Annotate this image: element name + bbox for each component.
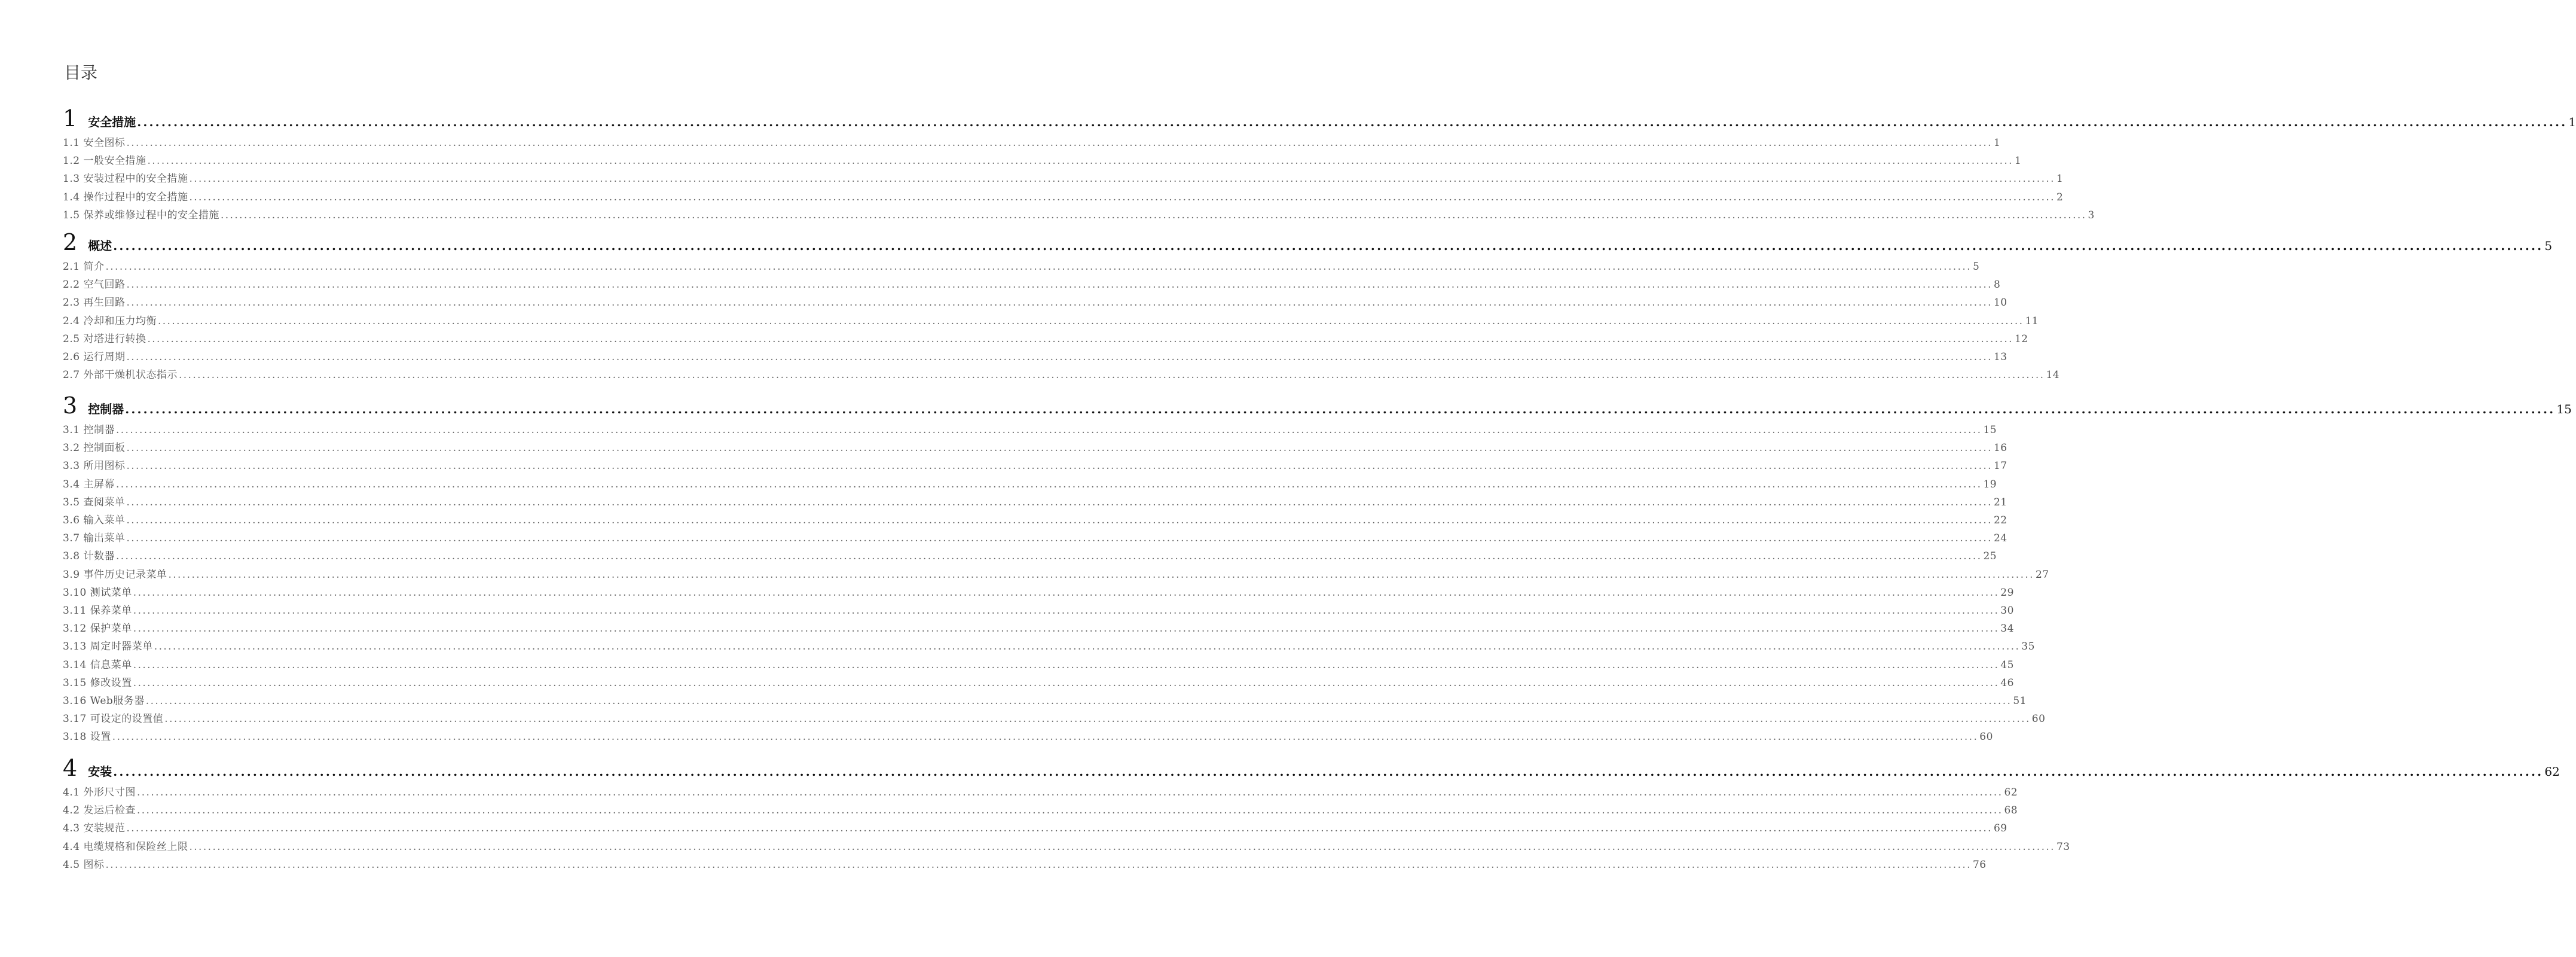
section-number: 3.8 — [63, 550, 80, 563]
section-number: 3.16 — [63, 695, 87, 707]
section-title: 主屏幕 — [83, 478, 115, 490]
dot-leader: ................................................................................................................................................................................................................................................................................................................................................................................................................ — [126, 514, 1993, 526]
section-label — [63, 566, 167, 581]
toc-section-entry[interactable] — [63, 638, 2035, 653]
section-page-number: 21 — [1993, 496, 2007, 508]
dot-leader: ................................................................................................................................................................................................................................................................................................................................................................................................................ — [112, 731, 1979, 743]
toc-section-entry[interactable] — [63, 710, 2046, 726]
section-page-number: 62 — [2004, 787, 2018, 798]
section-title: 控制面板 — [83, 442, 126, 455]
section-label — [63, 188, 188, 203]
dot-leader: ................................................................................................................................................................................................................................................................................................................................................................................................................ — [105, 858, 1972, 871]
section-label — [63, 421, 115, 436]
section-number: 3.11 — [63, 605, 87, 617]
section-label — [63, 656, 132, 671]
dot-leader: ................................................................................................................................................................................................................................................................................................................................................................................................................ — [189, 191, 2055, 203]
chapter-page-number: 5 — [2544, 239, 2553, 253]
dot-leader: ................................................................................................................................................................................................................................................................................................................................................................................................................ — [133, 586, 2000, 599]
section-page-number: 11 — [2025, 315, 2039, 327]
section-label — [63, 584, 132, 599]
toc-section-entry[interactable] — [63, 529, 2007, 545]
section-number: 4.1 — [63, 787, 80, 798]
section-title: 修改设置 — [90, 676, 132, 689]
section-title: 简介 — [83, 261, 105, 273]
section-label — [63, 710, 163, 725]
dot-leader: ................................................................................................................................................................................................................................................................................................................................................................................................................ — [147, 333, 2013, 345]
section-number: 2.4 — [63, 315, 80, 327]
dot-leader: ................................................................................................................................................................................................................................................................................................................................................................................................................ — [137, 115, 2568, 129]
section-label — [63, 547, 115, 562]
section-label — [63, 170, 188, 185]
toc-chapter-entry[interactable] — [63, 105, 2576, 132]
toc-section-entry[interactable] — [63, 784, 2018, 798]
toc-section-entry[interactable] — [63, 620, 2014, 635]
section-label — [63, 206, 219, 221]
section-title: 一般安全措施 — [83, 155, 146, 167]
section-title: 外形尺寸图 — [83, 787, 136, 798]
section-page-number: 30 — [2000, 605, 2014, 617]
toc-chapter-entry[interactable] — [63, 755, 2560, 781]
section-title: 外部干燥机状态指示 — [83, 369, 178, 382]
section-number: 3.1 — [63, 424, 80, 436]
section-page-number: 76 — [1972, 858, 1987, 871]
dot-leader: ................................................................................................................................................................................................................................................................................................................................................................................................................ — [189, 173, 2055, 185]
dot-leader: ................................................................................................................................................................................................................................................................................................................................................................................................................ — [126, 442, 1993, 455]
dot-leader: ................................................................................................................................................................................................................................................................................................................................................................................................................ — [113, 239, 2544, 253]
section-title: 对塔进行转换 — [83, 333, 146, 345]
toc-section-entry[interactable] — [63, 457, 2007, 473]
toc-section-entry[interactable] — [63, 312, 2039, 327]
section-page-number: 3 — [2088, 209, 2095, 221]
dot-leader: ................................................................................................................................................................................................................................................................................................................................................................................................................ — [126, 351, 1993, 363]
chapter-title: 安装 — [88, 764, 112, 779]
chapter-label — [63, 755, 112, 781]
chapter-label — [63, 392, 124, 419]
toc-section-entry[interactable] — [63, 476, 1997, 490]
chapter-label — [63, 105, 136, 132]
section-title: 发运后检查 — [83, 804, 136, 817]
toc-section-entry[interactable] — [63, 819, 2007, 835]
section-title: 事件历史记录菜单 — [83, 568, 167, 581]
section-page-number: 68 — [2004, 804, 2018, 817]
dot-leader: ................................................................................................................................................................................................................................................................................................................................................................................................................ — [115, 550, 1982, 563]
section-page-number: 13 — [1993, 351, 2007, 363]
section-number: 3.17 — [63, 713, 87, 726]
section-title: 安全图标 — [83, 137, 126, 149]
section-page-number: 8 — [1993, 279, 2001, 291]
section-title: 冷却和压力均衡 — [83, 315, 157, 327]
dot-leader: ................................................................................................................................................................................................................................................................................................................................................................................................................ — [126, 496, 1993, 508]
toc-section-entry[interactable] — [63, 692, 2027, 707]
toc-section-entry[interactable] — [63, 258, 1980, 273]
section-page-number: 25 — [1983, 550, 1997, 563]
section-label — [63, 330, 146, 345]
section-page-number: 73 — [2056, 840, 2070, 853]
toc-section-entry[interactable] — [63, 330, 2028, 345]
dot-leader: ................................................................................................................................................................................................................................................................................................................................................................................................................ — [126, 279, 1993, 291]
section-label — [63, 728, 111, 743]
dot-leader: ................................................................................................................................................................................................................................................................................................................................................................................................................ — [125, 402, 2556, 416]
toc-section-entry[interactable] — [63, 656, 2014, 671]
section-page-number: 46 — [2000, 676, 2014, 689]
section-label — [63, 784, 136, 798]
section-number: 3.7 — [63, 532, 80, 545]
section-label — [63, 439, 125, 454]
chapter-page-number: 62 — [2544, 764, 2560, 779]
section-page-number: 16 — [1993, 442, 2007, 455]
section-number: 3.18 — [63, 731, 87, 743]
section-title: 保护菜单 — [90, 623, 132, 635]
section-title: 周定时器菜单 — [90, 641, 153, 653]
section-number: 1.4 — [63, 191, 80, 203]
toc-section-entry[interactable] — [63, 366, 2060, 382]
section-page-number: 1 — [2014, 155, 2022, 167]
section-number: 3.6 — [63, 514, 80, 526]
section-label — [63, 801, 136, 816]
section-page-number: 35 — [2021, 641, 2035, 653]
chapter-page-number: 1 — [2568, 115, 2576, 129]
section-page-number: 60 — [1979, 731, 1993, 743]
section-page-number: 45 — [2000, 659, 2014, 671]
section-label — [63, 457, 125, 472]
toc-section-entry[interactable] — [63, 188, 2064, 203]
dot-leader: ................................................................................................................................................................................................................................................................................................................................................................................................................ — [189, 840, 2055, 853]
section-number: 3.4 — [63, 478, 80, 490]
section-number: 4.5 — [63, 858, 80, 871]
section-title: 查阅菜单 — [83, 496, 126, 508]
toc-section-entry[interactable] — [63, 801, 2018, 817]
chapter-label — [63, 229, 112, 255]
dot-leader: ................................................................................................................................................................................................................................................................................................................................................................................................................ — [133, 659, 2000, 671]
section-page-number: 14 — [2046, 369, 2060, 382]
section-number: 3.5 — [63, 496, 80, 508]
toc-section-entry[interactable] — [63, 602, 2014, 617]
section-label — [63, 819, 125, 834]
toc-section-entry[interactable] — [63, 439, 2007, 455]
section-label — [63, 276, 125, 291]
section-number: 2.3 — [63, 297, 80, 309]
dot-leader: ................................................................................................................................................................................................................................................................................................................................................................................................................ — [164, 713, 2031, 726]
section-title: 控制器 — [83, 424, 115, 436]
dot-leader: ................................................................................................................................................................................................................................................................................................................................................................................................................ — [147, 155, 2013, 167]
chapter-number: 2 — [63, 229, 78, 255]
section-label — [63, 674, 132, 689]
dot-leader: ................................................................................................................................................................................................................................................................................................................................................................................................................ — [105, 261, 1972, 273]
toc-section-entry[interactable] — [63, 348, 2007, 363]
toc-section-entry[interactable] — [63, 511, 2007, 526]
section-title: 空气回路 — [83, 279, 126, 291]
toc-heading: 目录 — [64, 63, 98, 83]
section-label — [63, 529, 125, 544]
chapter-title: 控制器 — [88, 402, 124, 416]
section-title: 再生回路 — [83, 297, 126, 309]
section-title: 安装规范 — [83, 822, 126, 835]
dot-leader: ................................................................................................................................................................................................................................................................................................................................................................................................................ — [145, 695, 2012, 707]
section-title: 输出菜单 — [83, 532, 126, 545]
section-label — [63, 366, 178, 381]
section-page-number: 17 — [1993, 460, 2007, 473]
dot-leader: ................................................................................................................................................................................................................................................................................................................................................................................................................ — [126, 460, 1993, 473]
section-page-number: 51 — [2013, 695, 2027, 707]
dot-leader: ................................................................................................................................................................................................................................................................................................................................................................................................................ — [133, 605, 2000, 617]
section-number: 3.13 — [63, 641, 87, 653]
dot-leader: ................................................................................................................................................................................................................................................................................................................................................................................................................ — [178, 369, 2045, 382]
section-number: 1.1 — [63, 137, 80, 149]
section-page-number: 5 — [1972, 261, 1980, 273]
dot-leader: ................................................................................................................................................................................................................................................................................................................................................................................................................ — [115, 424, 1982, 436]
section-number: 4.4 — [63, 840, 80, 853]
section-title: 可设定的设置值 — [90, 713, 164, 726]
section-page-number: 24 — [1993, 532, 2007, 545]
dot-leader: ................................................................................................................................................................................................................................................................................................................................................................................................................ — [220, 209, 2087, 221]
toc-section-entry[interactable] — [63, 584, 2014, 599]
section-label — [63, 511, 125, 526]
toc-section-entry[interactable] — [63, 276, 2001, 291]
dot-leader: ................................................................................................................................................................................................................................................................................................................................................................................................................ — [113, 764, 2544, 779]
section-number: 3.10 — [63, 586, 87, 599]
dot-leader: ................................................................................................................................................................................................................................................................................................................................................................................................................ — [115, 478, 1982, 490]
chapter-title: 概述 — [88, 239, 112, 253]
section-title: 保养或维修过程中的安全措施 — [83, 209, 219, 221]
section-title: 保养菜单 — [90, 605, 132, 617]
section-label — [63, 493, 125, 508]
section-page-number: 2 — [2056, 191, 2064, 203]
dot-leader: ................................................................................................................................................................................................................................................................................................................................................................................................................ — [157, 315, 2024, 327]
toc-section-entry[interactable] — [63, 294, 2007, 309]
chapter-number: 3 — [63, 392, 78, 419]
section-page-number: 19 — [1983, 478, 1997, 490]
dot-leader: ................................................................................................................................................................................................................................................................................................................................................................................................................ — [133, 623, 2000, 635]
section-title: 测试菜单 — [90, 586, 132, 599]
dot-leader: ................................................................................................................................................................................................................................................................................................................................................................................................................ — [136, 804, 2003, 817]
section-label — [63, 348, 125, 363]
section-label — [63, 258, 104, 273]
toc-chapter-entry[interactable] — [63, 392, 2572, 419]
section-label — [63, 602, 132, 617]
toc-section-entry[interactable] — [63, 838, 2070, 853]
section-number: 2.6 — [63, 351, 80, 363]
dot-leader: ................................................................................................................................................................................................................................................................................................................................................................................................................ — [154, 641, 2021, 653]
toc-section-entry[interactable] — [63, 728, 1993, 743]
section-page-number: 10 — [1993, 297, 2007, 309]
dot-leader: ................................................................................................................................................................................................................................................................................................................................................................................................................ — [126, 532, 1993, 545]
section-number: 3.9 — [63, 568, 80, 581]
section-number: 3.12 — [63, 623, 87, 635]
section-title: 安装过程中的安全措施 — [83, 173, 188, 185]
toc-section-entry[interactable] — [63, 206, 2095, 221]
section-label — [63, 838, 188, 853]
dot-leader: ................................................................................................................................................................................................................................................................................................................................................................................................................ — [126, 822, 1993, 835]
section-number: 1.5 — [63, 209, 80, 221]
dot-leader: ................................................................................................................................................................................................................................................................................................................................................................................................................ — [168, 568, 2034, 581]
section-number: 3.14 — [63, 659, 87, 671]
section-label — [63, 476, 115, 490]
section-title: 设置 — [90, 731, 111, 743]
section-label — [63, 620, 132, 635]
section-page-number: 22 — [1993, 514, 2007, 526]
dot-leader: ................................................................................................................................................................................................................................................................................................................................................................................................................ — [126, 297, 1993, 309]
section-page-number: 1 — [1993, 137, 2001, 149]
toc-chapter-entry[interactable] — [63, 229, 2553, 255]
section-title: 信息菜单 — [90, 659, 132, 671]
dot-leader: ................................................................................................................................................................................................................................................................................................................................................................................................................ — [126, 137, 1993, 149]
toc-section-entry[interactable] — [63, 674, 2014, 689]
section-page-number: 60 — [2031, 713, 2046, 726]
toc-section-entry[interactable] — [63, 547, 1997, 563]
toc-section-entry[interactable] — [63, 493, 2007, 508]
section-label — [63, 152, 146, 167]
toc-section-entry[interactable] — [63, 152, 2022, 167]
section-number: 2.1 — [63, 261, 80, 273]
section-title: 输入菜单 — [83, 514, 126, 526]
section-number: 3.2 — [63, 442, 80, 455]
section-page-number: 34 — [2000, 623, 2014, 635]
chapter-page-number: 15 — [2556, 402, 2572, 416]
section-title: 电缆规格和保险丝上限 — [83, 840, 188, 853]
section-label — [63, 294, 125, 309]
chapter-title: 安全措施 — [88, 115, 136, 129]
section-page-number: 27 — [2035, 568, 2049, 581]
section-number: 4.2 — [63, 804, 80, 817]
section-number: 2.7 — [63, 369, 80, 382]
toc-section-entry[interactable] — [63, 566, 2049, 581]
toc-section-entry[interactable] — [63, 170, 2064, 185]
chapter-number: 4 — [63, 755, 78, 781]
toc-section-entry[interactable] — [63, 421, 1997, 436]
section-number: 1.2 — [63, 155, 80, 167]
section-title: 图标 — [83, 858, 105, 871]
section-page-number: 69 — [1993, 822, 2007, 835]
section-number: 3.3 — [63, 460, 80, 473]
section-title: 运行周期 — [83, 351, 126, 363]
toc-section-entry[interactable] — [63, 134, 2001, 149]
chapter-number: 1 — [63, 105, 78, 132]
section-label — [63, 692, 145, 707]
toc-section-entry[interactable] — [63, 856, 1987, 871]
section-number: 2.5 — [63, 333, 80, 345]
section-number: 4.3 — [63, 822, 80, 835]
section-title: 操作过程中的安全措施 — [83, 191, 188, 203]
section-title: Web服务器 — [90, 695, 145, 707]
section-number: 1.3 — [63, 173, 80, 185]
section-label — [63, 134, 125, 149]
section-title: 计数器 — [83, 550, 115, 563]
section-page-number: 29 — [2000, 586, 2014, 599]
section-number: 2.2 — [63, 279, 80, 291]
section-title: 所用图标 — [83, 460, 126, 473]
section-page-number: 12 — [2014, 333, 2028, 345]
section-label — [63, 312, 157, 327]
section-page-number: 1 — [2056, 173, 2064, 185]
section-number: 3.15 — [63, 676, 87, 689]
section-label — [63, 638, 153, 653]
dot-leader: ................................................................................................................................................................................................................................................................................................................................................................................................................ — [133, 676, 2000, 689]
section-label — [63, 856, 104, 871]
dot-leader: ................................................................................................................................................................................................................................................................................................................................................................................................................ — [136, 787, 2003, 798]
section-page-number: 15 — [1983, 424, 1997, 436]
